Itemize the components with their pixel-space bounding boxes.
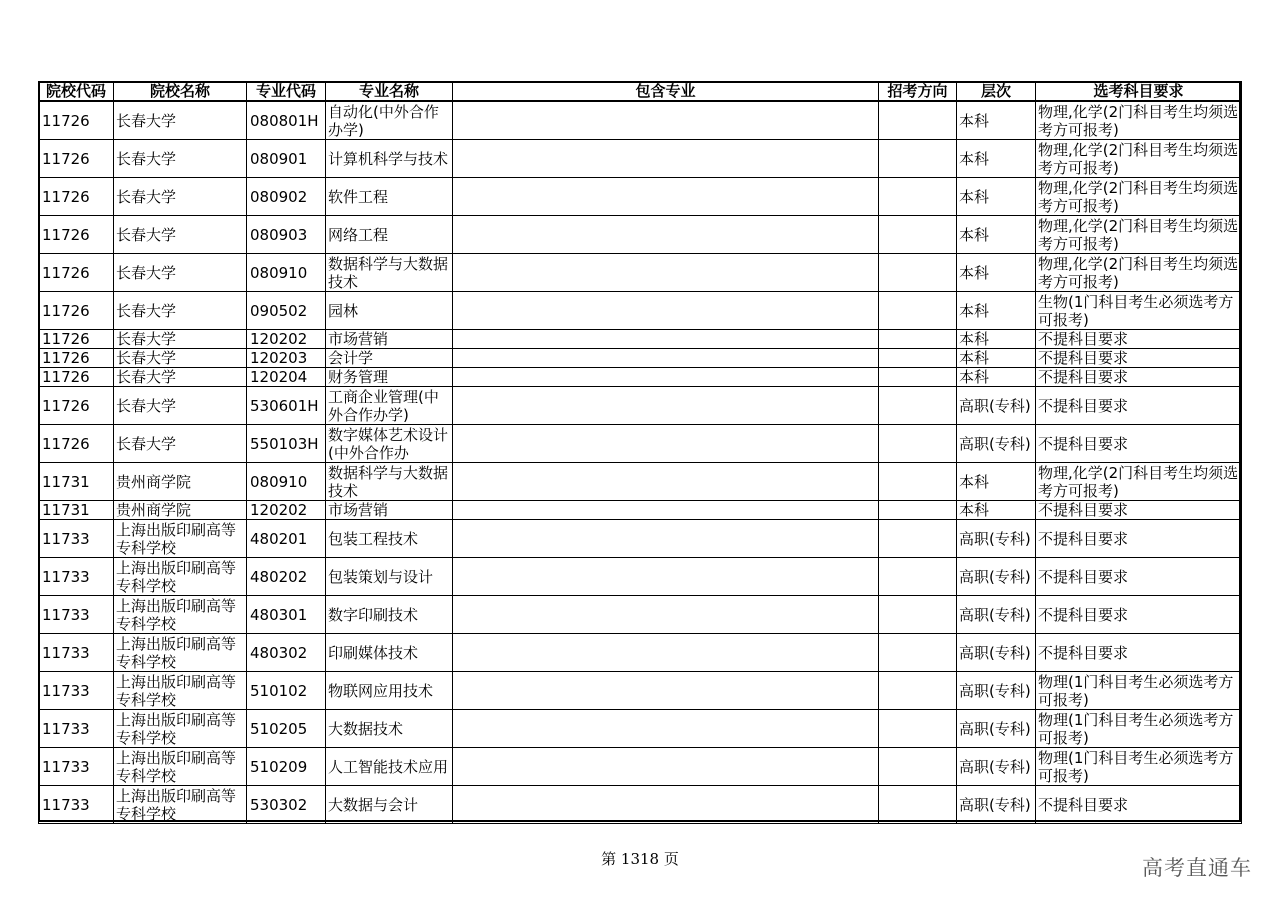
cell-school-code: 11733 (39, 748, 114, 786)
cell-major-name: 网络工程 (326, 216, 453, 254)
cell-included-majors (453, 672, 879, 710)
table-row (39, 254, 1242, 292)
cell-major-name: 市场营销 (326, 501, 453, 520)
cell-school-code: 11726 (39, 216, 114, 254)
cell-direction (879, 140, 957, 178)
table-row (39, 368, 1242, 387)
cell-direction (879, 216, 957, 254)
cell-school-code: 11733 (39, 710, 114, 748)
header-included-majors: 包含专业 (453, 82, 879, 102)
cell-major-code: 120203 (247, 349, 326, 368)
cell-major-code: 550103H (247, 425, 326, 463)
cell-major-name: 包装工程技术 (326, 520, 453, 558)
cell-subject-requirement: 物理(1门科目考生必须选考方可报考) (1036, 748, 1242, 786)
cell-major-code: 120202 (247, 330, 326, 349)
cell-included-majors (453, 710, 879, 748)
table-body (39, 101, 1242, 824)
cell-direction (879, 254, 957, 292)
cell-included-majors (453, 501, 879, 520)
cell-school-name: 上海出版印刷高等专科学校 (114, 520, 247, 558)
cell-subject-requirement: 物理,化学(2门科目考生均须选考方可报考) (1036, 463, 1242, 501)
cell-direction (879, 710, 957, 748)
table-row (39, 710, 1242, 748)
header-major-code: 专业代码 (247, 82, 326, 102)
cell-direction (879, 463, 957, 501)
cell-school-code: 11733 (39, 672, 114, 710)
enrollment-table (38, 81, 1242, 824)
cell-subject-requirement: 不提科目要求 (1036, 520, 1242, 558)
cell-level: 高职(专科) (957, 387, 1036, 425)
cell-subject-requirement: 不提科目要求 (1036, 368, 1242, 387)
cell-direction (879, 786, 957, 824)
cell-school-name: 上海出版印刷高等专科学校 (114, 748, 247, 786)
cell-major-name: 数据科学与大数据技术 (326, 254, 453, 292)
cell-subject-requirement: 物理,化学(2门科目考生均须选考方可报考) (1036, 254, 1242, 292)
page-number: 第 1318 页 (601, 850, 679, 868)
header-major-name: 专业名称 (326, 82, 453, 102)
cell-school-name: 贵州商学院 (114, 463, 247, 501)
cell-major-code: 080902 (247, 178, 326, 216)
cell-level: 高职(专科) (957, 520, 1036, 558)
table-row (39, 425, 1242, 463)
cell-major-code: 080910 (247, 463, 326, 501)
cell-school-code: 11726 (39, 140, 114, 178)
cell-major-code: 080901 (247, 140, 326, 178)
cell-direction (879, 672, 957, 710)
cell-major-code: 480202 (247, 558, 326, 596)
cell-subject-requirement: 不提科目要求 (1036, 596, 1242, 634)
table-row (39, 140, 1242, 178)
cell-school-code: 11733 (39, 558, 114, 596)
cell-school-name: 长春大学 (114, 425, 247, 463)
cell-school-code: 11731 (39, 501, 114, 520)
cell-major-code: 090502 (247, 292, 326, 330)
cell-direction (879, 292, 957, 330)
cell-included-majors (453, 425, 879, 463)
cell-school-code: 11726 (39, 349, 114, 368)
cell-included-majors (453, 216, 879, 254)
cell-included-majors (453, 254, 879, 292)
cell-major-code: 510102 (247, 672, 326, 710)
cell-major-name: 数据科学与大数据技术 (326, 463, 453, 501)
cell-subject-requirement: 不提科目要求 (1036, 425, 1242, 463)
cell-major-code: 080801H (247, 101, 326, 140)
cell-major-code: 530601H (247, 387, 326, 425)
cell-major-name: 印刷媒体技术 (326, 634, 453, 672)
cell-school-name: 长春大学 (114, 140, 247, 178)
cell-direction (879, 558, 957, 596)
cell-major-name: 数字印刷技术 (326, 596, 453, 634)
table-row (39, 330, 1242, 349)
cell-school-code: 11726 (39, 101, 114, 140)
table-row (39, 520, 1242, 558)
cell-major-name: 软件工程 (326, 178, 453, 216)
cell-included-majors (453, 748, 879, 786)
cell-major-name: 物联网应用技术 (326, 672, 453, 710)
cell-level: 本科 (957, 463, 1036, 501)
header-school-code: 院校代码 (39, 82, 114, 102)
table-row (39, 216, 1242, 254)
header-direction: 招考方向 (879, 82, 957, 102)
cell-major-name: 市场营销 (326, 330, 453, 349)
cell-major-name: 自动化(中外合作办学) (326, 101, 453, 140)
cell-level: 本科 (957, 292, 1036, 330)
cell-included-majors (453, 558, 879, 596)
cell-subject-requirement: 不提科目要求 (1036, 330, 1242, 349)
cell-direction (879, 596, 957, 634)
cell-included-majors (453, 330, 879, 349)
cell-level: 高职(专科) (957, 748, 1036, 786)
cell-subject-requirement: 物理,化学(2门科目考生均须选考方可报考) (1036, 101, 1242, 140)
cell-school-code: 11733 (39, 634, 114, 672)
cell-included-majors (453, 101, 879, 140)
cell-major-code: 480301 (247, 596, 326, 634)
cell-school-code: 11726 (39, 368, 114, 387)
cell-school-code: 11726 (39, 330, 114, 349)
cell-included-majors (453, 634, 879, 672)
cell-school-code: 11726 (39, 387, 114, 425)
cell-included-majors (453, 368, 879, 387)
table-row (39, 349, 1242, 368)
cell-major-name: 工商企业管理(中外合作办学) (326, 387, 453, 425)
cell-school-name: 长春大学 (114, 292, 247, 330)
table-row (39, 596, 1242, 634)
cell-school-name: 上海出版印刷高等专科学校 (114, 710, 247, 748)
cell-included-majors (453, 292, 879, 330)
cell-major-name: 包装策划与设计 (326, 558, 453, 596)
table-row (39, 558, 1242, 596)
cell-major-code: 120202 (247, 501, 326, 520)
cell-school-name: 长春大学 (114, 330, 247, 349)
cell-major-name: 财务管理 (326, 368, 453, 387)
cell-school-name: 长春大学 (114, 178, 247, 216)
cell-direction (879, 748, 957, 786)
cell-major-code: 510209 (247, 748, 326, 786)
cell-included-majors (453, 140, 879, 178)
cell-included-majors (453, 463, 879, 501)
cell-school-name: 长春大学 (114, 368, 247, 387)
cell-level: 高职(专科) (957, 710, 1036, 748)
cell-direction (879, 101, 957, 140)
cell-major-name: 园林 (326, 292, 453, 330)
table-row (39, 501, 1242, 520)
cell-subject-requirement: 物理,化学(2门科目考生均须选考方可报考) (1036, 178, 1242, 216)
cell-school-code: 11726 (39, 254, 114, 292)
cell-direction (879, 349, 957, 368)
cell-included-majors (453, 387, 879, 425)
table-row (39, 387, 1242, 425)
table-row (39, 748, 1242, 786)
cell-subject-requirement: 生物(1门科目考生必须选考方可报考) (1036, 292, 1242, 330)
header-row (39, 82, 1242, 102)
cell-major-name: 人工智能技术应用 (326, 748, 453, 786)
cell-major-code: 120204 (247, 368, 326, 387)
cell-school-name: 贵州商学院 (114, 501, 247, 520)
cell-direction (879, 330, 957, 349)
cell-school-code: 11726 (39, 178, 114, 216)
cell-level: 本科 (957, 349, 1036, 368)
cell-major-name: 数字媒体艺术设计(中外合作办 (326, 425, 453, 463)
cell-included-majors (453, 178, 879, 216)
cell-subject-requirement: 不提科目要求 (1036, 501, 1242, 520)
cell-level: 本科 (957, 254, 1036, 292)
cell-direction (879, 501, 957, 520)
cell-subject-requirement: 物理,化学(2门科目考生均须选考方可报考) (1036, 216, 1242, 254)
cell-school-name: 上海出版印刷高等专科学校 (114, 596, 247, 634)
cell-level: 本科 (957, 178, 1036, 216)
cell-major-code: 080903 (247, 216, 326, 254)
cell-subject-requirement: 物理(1门科目考生必须选考方可报考) (1036, 672, 1242, 710)
cell-direction (879, 634, 957, 672)
cell-subject-requirement: 不提科目要求 (1036, 349, 1242, 368)
header-school-name: 院校名称 (114, 82, 247, 102)
cell-level: 高职(专科) (957, 786, 1036, 824)
cell-school-code: 11733 (39, 520, 114, 558)
cell-school-code: 11726 (39, 425, 114, 463)
cell-major-code: 480201 (247, 520, 326, 558)
cell-subject-requirement: 不提科目要求 (1036, 786, 1242, 824)
cell-direction (879, 368, 957, 387)
cell-included-majors (453, 520, 879, 558)
cell-level: 本科 (957, 140, 1036, 178)
table-row (39, 634, 1242, 672)
cell-level: 高职(专科) (957, 672, 1036, 710)
cell-level: 本科 (957, 330, 1036, 349)
cell-level: 高职(专科) (957, 596, 1036, 634)
cell-subject-requirement: 不提科目要求 (1036, 558, 1242, 596)
cell-subject-requirement: 物理,化学(2门科目考生均须选考方可报考) (1036, 140, 1242, 178)
cell-direction (879, 520, 957, 558)
table-row (39, 292, 1242, 330)
watermark: 高考直通车 (1142, 856, 1252, 880)
cell-school-name: 长春大学 (114, 216, 247, 254)
cell-included-majors (453, 596, 879, 634)
cell-major-code: 510205 (247, 710, 326, 748)
cell-level: 高职(专科) (957, 558, 1036, 596)
cell-school-name: 上海出版印刷高等专科学校 (114, 672, 247, 710)
cell-subject-requirement: 不提科目要求 (1036, 387, 1242, 425)
cell-major-code: 530302 (247, 786, 326, 824)
cell-school-name: 上海出版印刷高等专科学校 (114, 634, 247, 672)
cell-level: 本科 (957, 101, 1036, 140)
enrollment-table-container (38, 81, 1241, 824)
cell-school-name: 上海出版印刷高等专科学校 (114, 558, 247, 596)
cell-school-name: 长春大学 (114, 387, 247, 425)
cell-school-name: 上海出版印刷高等专科学校 (114, 786, 247, 824)
cell-included-majors (453, 349, 879, 368)
cell-level: 本科 (957, 216, 1036, 254)
cell-school-name: 长春大学 (114, 254, 247, 292)
cell-direction (879, 387, 957, 425)
cell-major-name: 会计学 (326, 349, 453, 368)
header-level: 层次 (957, 82, 1036, 102)
cell-school-code: 11733 (39, 786, 114, 824)
table-row (39, 786, 1242, 824)
cell-level: 本科 (957, 501, 1036, 520)
cell-major-name: 大数据技术 (326, 710, 453, 748)
table-row (39, 463, 1242, 501)
cell-major-code: 080910 (247, 254, 326, 292)
cell-school-code: 11726 (39, 292, 114, 330)
cell-level: 本科 (957, 368, 1036, 387)
cell-level: 高职(专科) (957, 425, 1036, 463)
cell-direction (879, 425, 957, 463)
cell-major-name: 计算机科学与技术 (326, 140, 453, 178)
cell-school-name: 长春大学 (114, 101, 247, 140)
cell-school-name: 长春大学 (114, 349, 247, 368)
table-row (39, 101, 1242, 140)
cell-school-code: 11733 (39, 596, 114, 634)
header-subject-requirement: 选考科目要求 (1036, 82, 1242, 102)
cell-included-majors (453, 786, 879, 824)
cell-school-code: 11731 (39, 463, 114, 501)
cell-level: 高职(专科) (957, 634, 1036, 672)
cell-subject-requirement: 不提科目要求 (1036, 634, 1242, 672)
table-row (39, 672, 1242, 710)
cell-major-code: 480302 (247, 634, 326, 672)
cell-direction (879, 178, 957, 216)
cell-subject-requirement: 物理(1门科目考生必须选考方可报考) (1036, 710, 1242, 748)
cell-major-name: 大数据与会计 (326, 786, 453, 824)
table-row (39, 178, 1242, 216)
